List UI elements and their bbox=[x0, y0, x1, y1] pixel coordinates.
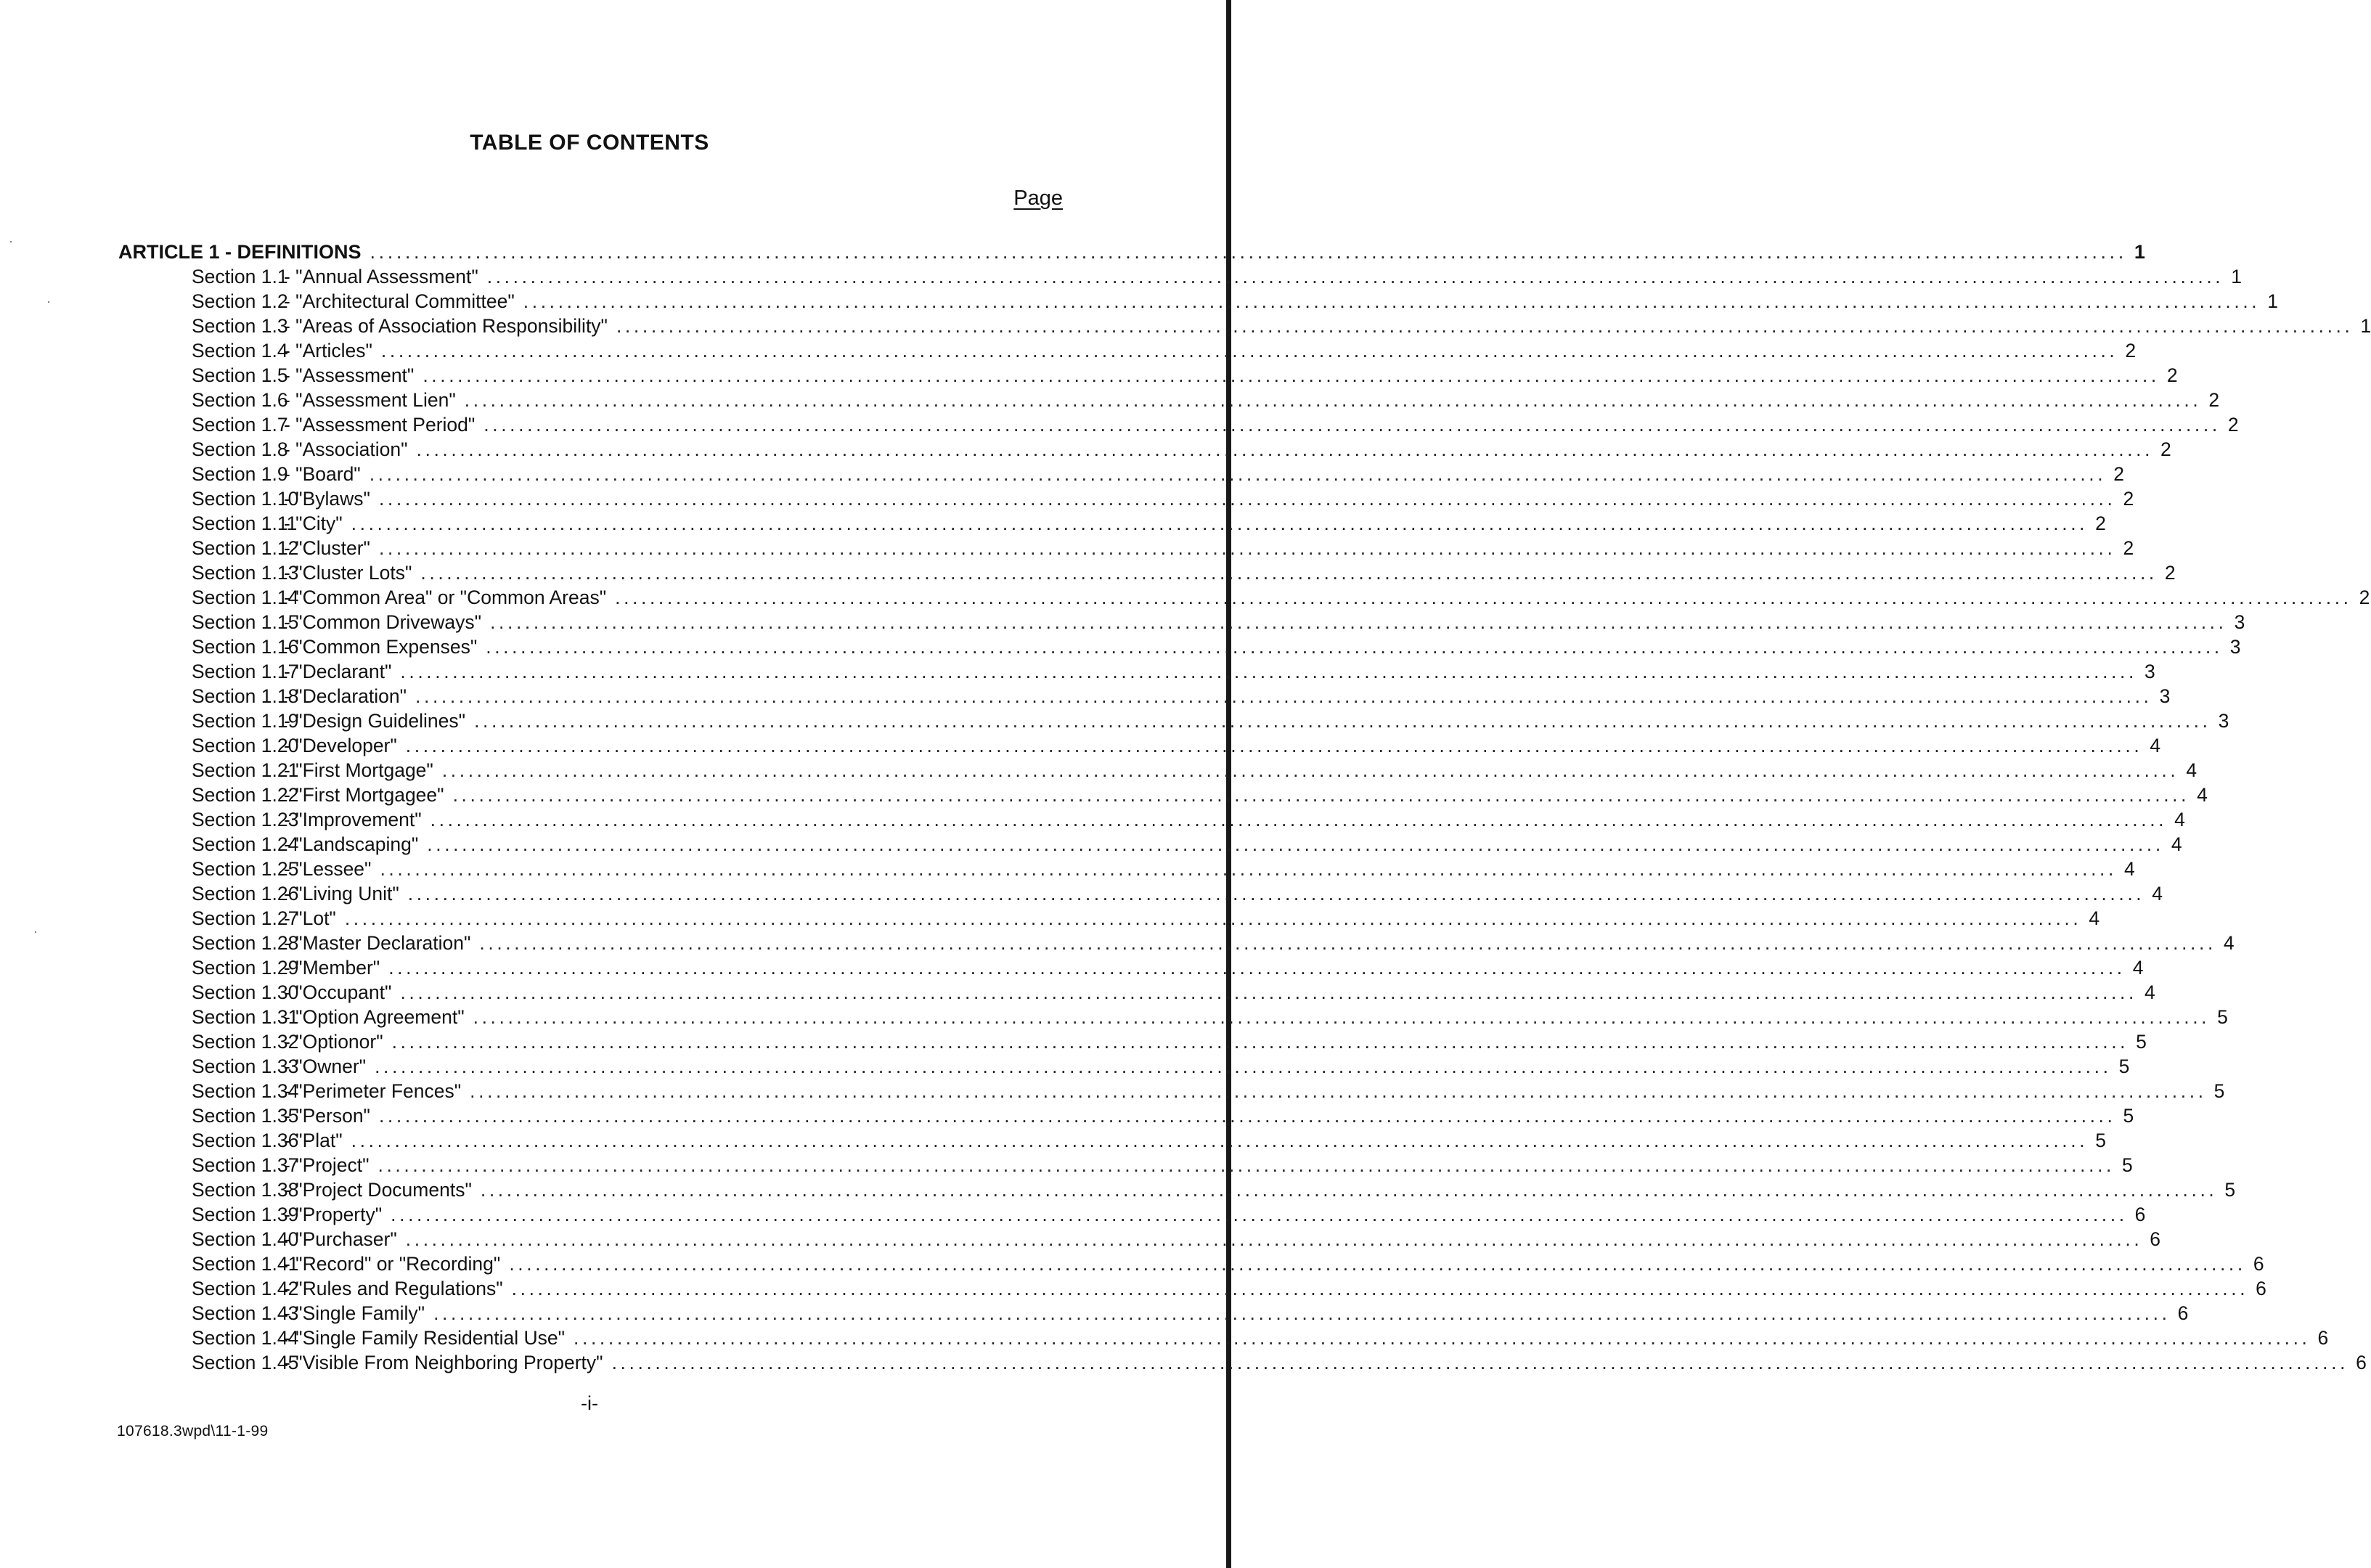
section-title: - "Lessee" bbox=[284, 858, 372, 880]
toc-section-row[interactable] bbox=[118, 955, 2144, 980]
section-page: 4 bbox=[2197, 784, 2208, 806]
section-page: 6 bbox=[2256, 1278, 2266, 1299]
section-page: 1 bbox=[2360, 315, 2371, 337]
dot-leader: ........................................................................................................................................................................................................ bbox=[479, 932, 2216, 954]
section-number: Section 1.13 bbox=[192, 562, 299, 584]
section-label bbox=[192, 881, 399, 906]
section-number: Section 1.18 bbox=[192, 685, 299, 707]
dot-leader: ........................................................................................................................................................................................................ bbox=[433, 1302, 2171, 1324]
toc-section-row[interactable] bbox=[118, 314, 2371, 338]
toc-section-row[interactable] bbox=[118, 560, 2176, 585]
section-page: 4 bbox=[2150, 735, 2161, 756]
toc-section-row[interactable] bbox=[118, 1005, 2228, 1029]
section-page: 3 bbox=[2234, 611, 2245, 633]
section-label bbox=[192, 980, 391, 1005]
toc-section-row[interactable] bbox=[118, 388, 2220, 412]
section-title: - "Areas of Association Responsibility" bbox=[284, 315, 608, 337]
toc-section-row[interactable] bbox=[118, 733, 2161, 758]
section-page: 4 bbox=[2171, 833, 2182, 855]
dot-leader: ........................................................................................................................................................................................................ bbox=[388, 957, 2126, 979]
section-label bbox=[192, 314, 608, 338]
section-number: Section 1.45 bbox=[192, 1352, 299, 1373]
toc-section-row[interactable] bbox=[118, 1227, 2161, 1251]
section-title: - "Project" bbox=[284, 1154, 370, 1176]
section-label bbox=[192, 1202, 382, 1227]
section-page: 4 bbox=[2089, 907, 2100, 929]
toc-section-row[interactable] bbox=[118, 807, 2185, 832]
section-label bbox=[192, 709, 465, 733]
section-number: Section 1.17 bbox=[192, 661, 299, 682]
dot-leader: ........................................................................................................................................................................................................ bbox=[378, 1154, 2115, 1176]
section-number: Section 1.5 bbox=[192, 364, 288, 386]
section-number: Section 1.1 bbox=[192, 266, 288, 287]
toc-section-row[interactable] bbox=[118, 486, 2134, 511]
section-number: Section 1.38 bbox=[192, 1179, 299, 1201]
dot-leader: ........................................................................................................................................................................................................ bbox=[380, 340, 2118, 362]
section-title: - "Perimeter Fences" bbox=[284, 1080, 462, 1102]
section-label bbox=[192, 1005, 465, 1029]
section-title: - "Occupant" bbox=[284, 981, 392, 1003]
dot-leader: ........................................................................................................................................................................................................ bbox=[523, 290, 2261, 312]
section-label bbox=[192, 783, 444, 807]
section-page: 4 bbox=[2174, 809, 2185, 830]
section-label bbox=[192, 1227, 397, 1251]
section-number: Section 1.36 bbox=[192, 1130, 299, 1151]
section-page: 4 bbox=[2223, 932, 2235, 954]
dot-leader: ........................................................................................................................................................................................................ bbox=[615, 587, 2352, 608]
section-label bbox=[192, 1177, 472, 1202]
section-title: - "Landscaping" bbox=[284, 833, 419, 855]
section-number: Section 1.12 bbox=[192, 537, 299, 559]
toc-section-row[interactable] bbox=[118, 634, 2241, 659]
page-title: TABLE OF CONTENTS bbox=[470, 131, 709, 155]
section-page: 2 bbox=[2125, 340, 2137, 362]
section-label bbox=[192, 758, 433, 783]
section-page: 6 bbox=[2134, 1204, 2146, 1225]
dot-leader: ........................................................................................................................................................................................................ bbox=[400, 661, 2137, 682]
dot-leader: ........................................................................................................................................................................................................ bbox=[470, 1080, 2207, 1102]
section-title: - "Owner" bbox=[284, 1055, 367, 1077]
section-label bbox=[192, 363, 414, 388]
toc-section-row[interactable] bbox=[118, 1177, 2236, 1202]
section-label bbox=[192, 536, 370, 560]
dot-leader: ........................................................................................................................................................................................................ bbox=[378, 488, 2116, 510]
toc-section-row[interactable] bbox=[118, 1128, 2106, 1153]
section-number: Section 1.22 bbox=[192, 784, 299, 806]
section-title: - "Cluster Lots" bbox=[284, 562, 412, 584]
toc-section-row[interactable] bbox=[118, 412, 2239, 437]
toc-section-row[interactable] bbox=[118, 709, 2229, 733]
section-title: - "Board" bbox=[284, 463, 361, 485]
toc-section-row[interactable] bbox=[118, 1350, 2367, 1375]
scan-speck bbox=[10, 241, 12, 242]
toc-section-row[interactable] bbox=[118, 338, 2137, 363]
section-title: - "Annual Assessment" bbox=[284, 266, 478, 287]
section-page: 6 bbox=[2356, 1352, 2367, 1373]
dot-leader: ........................................................................................................................................................................................................ bbox=[574, 1327, 2311, 1349]
toc-section-row[interactable] bbox=[118, 1153, 2133, 1177]
toc-section-row[interactable] bbox=[118, 1103, 2134, 1128]
toc-section-row[interactable] bbox=[118, 1251, 2264, 1276]
section-number: Section 1.6 bbox=[192, 389, 288, 411]
section-label bbox=[192, 585, 606, 610]
section-page: 5 bbox=[2095, 1130, 2106, 1151]
dot-leader: ........................................................................................................................................................................................................ bbox=[611, 1352, 2349, 1373]
dot-leader: ........................................................................................................................................................................................................ bbox=[509, 1253, 2246, 1275]
toc-section-row[interactable] bbox=[118, 906, 2100, 931]
section-number: Section 1.26 bbox=[192, 883, 299, 905]
toc-section-row[interactable] bbox=[118, 511, 2106, 536]
section-title: - "Person" bbox=[284, 1105, 370, 1127]
section-title: - "First Mortgage" bbox=[284, 759, 433, 781]
dot-leader: ........................................................................................................................................................................................................ bbox=[427, 833, 2164, 855]
section-page: 2 bbox=[2123, 488, 2134, 510]
section-page: 2 bbox=[2164, 562, 2176, 584]
section-number: Section 1.3 bbox=[192, 315, 288, 337]
section-label bbox=[192, 462, 361, 486]
dot-leader: ........................................................................................................................................................................................................ bbox=[416, 438, 2154, 460]
section-page: 1 bbox=[2267, 290, 2279, 312]
section-number: Section 1.28 bbox=[192, 932, 299, 954]
section-label bbox=[192, 511, 343, 536]
section-number: Section 1.8 bbox=[192, 438, 288, 460]
section-title: - "Lot" bbox=[284, 907, 336, 929]
section-label bbox=[192, 832, 418, 857]
section-title: - "Assessment" bbox=[284, 364, 415, 386]
section-label bbox=[192, 560, 412, 585]
dot-leader: ........................................................................................................................................................................................................ bbox=[405, 735, 2143, 756]
toc-section-row[interactable] bbox=[118, 783, 2208, 807]
section-number: Section 1.24 bbox=[192, 833, 299, 855]
section-label bbox=[192, 486, 370, 511]
section-number: Section 1.11 bbox=[192, 513, 298, 534]
section-number: Section 1.7 bbox=[192, 414, 288, 436]
section-page: 2 bbox=[2359, 587, 2370, 608]
section-number: Section 1.9 bbox=[192, 463, 288, 485]
toc-section-row[interactable] bbox=[118, 264, 2243, 289]
dot-leader: ........................................................................................................................................................................................................ bbox=[400, 981, 2137, 1003]
section-page: 5 bbox=[2122, 1154, 2133, 1176]
dot-leader: ........................................................................................................................................................................................................ bbox=[490, 611, 2227, 633]
toc-section-row[interactable] bbox=[118, 1054, 2130, 1079]
section-title: - "Project Documents" bbox=[284, 1179, 472, 1201]
section-title: - "First Mortgagee" bbox=[284, 784, 444, 806]
article-page: 1 bbox=[2134, 241, 2145, 263]
dot-leader: ........................................................................................................................................................................................................ bbox=[351, 1130, 2089, 1151]
section-label bbox=[192, 733, 397, 758]
dot-leader: ........................................................................................................................................................................................................ bbox=[616, 315, 2354, 337]
section-number: Section 1.15 bbox=[192, 611, 299, 633]
dot-leader: ........................................................................................................................................................................................................ bbox=[480, 1179, 2218, 1201]
section-page: 2 bbox=[2123, 537, 2134, 559]
toc-section-row[interactable] bbox=[118, 881, 2163, 906]
dot-leader: ........................................................................................................................................................................................................ bbox=[473, 1006, 2211, 1028]
dot-leader: ........................................................................................................................................................................................................ bbox=[452, 784, 2190, 806]
dot-leader: ........................................................................................................................................................................................................ bbox=[370, 241, 2127, 263]
dot-leader: ........................................................................................................................................................................................................ bbox=[378, 1105, 2116, 1127]
section-page: 5 bbox=[2217, 1006, 2228, 1028]
section-page: 2 bbox=[2166, 364, 2178, 386]
section-title: - "Articles" bbox=[284, 340, 372, 362]
section-number: Section 1.4 bbox=[192, 340, 288, 362]
toc-section-row[interactable] bbox=[118, 462, 2124, 486]
page-number: -i- bbox=[581, 1392, 598, 1414]
section-page: 1 bbox=[2231, 266, 2243, 287]
section-title: - "Rules and Regulations" bbox=[284, 1278, 503, 1299]
section-title: - "Option Agreement" bbox=[284, 1006, 465, 1028]
section-label bbox=[192, 1276, 503, 1301]
section-page: 3 bbox=[2229, 636, 2241, 658]
section-title: - "Architectural Committee" bbox=[284, 290, 515, 312]
toc-section-row[interactable] bbox=[118, 1301, 2189, 1326]
section-page: 3 bbox=[2144, 661, 2155, 682]
dot-leader: ........................................................................................................................................................................................................ bbox=[344, 907, 2082, 929]
section-page: 4 bbox=[2152, 883, 2163, 905]
section-title: - "Assessment Lien" bbox=[284, 389, 456, 411]
toc-section-row[interactable] bbox=[118, 980, 2155, 1005]
section-title: - "Association" bbox=[284, 438, 408, 460]
dot-leader: ........................................................................................................................................................................................................ bbox=[351, 513, 2089, 534]
toc-section-row[interactable] bbox=[118, 684, 2171, 709]
section-page: 4 bbox=[2186, 759, 2197, 781]
section-title: - "Optionor" bbox=[284, 1031, 383, 1053]
section-number: Section 1.42 bbox=[192, 1278, 299, 1299]
section-page: 4 bbox=[2144, 981, 2155, 1003]
section-number: Section 1.39 bbox=[192, 1204, 299, 1225]
section-label bbox=[192, 931, 470, 955]
section-title: - "Record" or "Recording" bbox=[284, 1253, 501, 1275]
toc-section-row[interactable] bbox=[118, 610, 2245, 634]
section-label bbox=[192, 684, 407, 709]
section-label bbox=[192, 659, 391, 684]
section-title: - "Property" bbox=[284, 1204, 383, 1225]
section-page: 3 bbox=[2218, 710, 2229, 732]
section-label bbox=[192, 1103, 370, 1128]
section-number: Section 1.44 bbox=[192, 1327, 299, 1349]
section-label bbox=[192, 610, 481, 634]
toc-section-row[interactable] bbox=[118, 536, 2134, 560]
section-page: 5 bbox=[2136, 1031, 2147, 1053]
section-page: 6 bbox=[2253, 1253, 2264, 1275]
dot-leader: ........................................................................................................................................................................................................ bbox=[430, 809, 2168, 830]
dot-leader: ........................................................................................................................................................................................................ bbox=[391, 1204, 2128, 1225]
section-label bbox=[192, 906, 336, 931]
section-page: 5 bbox=[2213, 1080, 2225, 1102]
section-number: Section 1.29 bbox=[192, 957, 299, 979]
toc-section-row[interactable] bbox=[118, 437, 2171, 462]
section-page: 2 bbox=[2160, 438, 2171, 460]
dot-leader: ........................................................................................................................................................................................................ bbox=[380, 858, 2117, 880]
section-number: Section 1.35 bbox=[192, 1105, 299, 1127]
dot-leader: ........................................................................................................................................................................................................ bbox=[420, 562, 2158, 584]
section-number: Section 1.43 bbox=[192, 1302, 299, 1324]
section-title: - "Design Guidelines" bbox=[284, 710, 466, 732]
section-title: - "Declarant" bbox=[284, 661, 392, 682]
section-label bbox=[192, 1153, 369, 1177]
section-title: - "Bylaws" bbox=[284, 488, 370, 510]
section-label bbox=[192, 1251, 500, 1276]
scan-speck bbox=[48, 301, 49, 303]
toc-section-row[interactable] bbox=[118, 832, 2182, 857]
section-title: - "Developer" bbox=[284, 735, 397, 756]
toc-section-row[interactable] bbox=[118, 1029, 2147, 1054]
section-number: Section 1.30 bbox=[192, 981, 299, 1003]
section-number: Section 1.32 bbox=[192, 1031, 299, 1053]
scan-speck bbox=[35, 931, 36, 933]
dot-leader: ........................................................................................................................................................................................................ bbox=[407, 883, 2145, 905]
section-label bbox=[192, 338, 372, 363]
dot-leader: ........................................................................................................................................................................................................ bbox=[441, 759, 2179, 781]
section-label bbox=[192, 1029, 383, 1054]
section-title: - "Purchaser" bbox=[284, 1228, 397, 1250]
section-page: 6 bbox=[2177, 1302, 2189, 1324]
section-number: Section 1.34 bbox=[192, 1080, 299, 1102]
section-page: 2 bbox=[2095, 513, 2106, 534]
section-page: 4 bbox=[2123, 858, 2135, 880]
section-number: Section 1.10 bbox=[192, 488, 299, 510]
section-page: 2 bbox=[2113, 463, 2124, 485]
section-page: 2 bbox=[2208, 389, 2220, 411]
section-title: - "Living Unit" bbox=[284, 883, 399, 905]
toc-section-row[interactable] bbox=[118, 363, 2178, 388]
dot-leader: ........................................................................................................................................................................................................ bbox=[423, 364, 2160, 386]
dot-leader: ........................................................................................................................................................................................................ bbox=[486, 266, 2224, 287]
section-label bbox=[192, 1301, 425, 1326]
section-label bbox=[192, 955, 380, 980]
dot-leader: ........................................................................................................................................................................................................ bbox=[405, 1228, 2143, 1250]
dot-leader: ........................................................................................................................................................................................................ bbox=[483, 414, 2221, 436]
section-label bbox=[192, 857, 371, 881]
section-label bbox=[192, 289, 515, 314]
dot-leader: ........................................................................................................................................................................................................ bbox=[375, 1055, 2112, 1077]
dot-leader: ........................................................................................................................................................................................................ bbox=[486, 636, 2223, 658]
section-number: Section 1.31 bbox=[192, 1006, 299, 1028]
section-label bbox=[192, 1326, 565, 1350]
toc-section-row[interactable] bbox=[118, 1079, 2225, 1103]
section-label bbox=[192, 807, 422, 832]
section-number: Section 1.2 bbox=[192, 290, 288, 312]
section-number: Section 1.19 bbox=[192, 710, 299, 732]
section-number: Section 1.33 bbox=[192, 1055, 299, 1077]
toc-section-row[interactable] bbox=[118, 1202, 2146, 1227]
section-page: 6 bbox=[2150, 1228, 2161, 1250]
toc-section-row[interactable] bbox=[118, 931, 2235, 955]
section-label bbox=[192, 437, 408, 462]
dot-leader: ........................................................................................................................................................................................................ bbox=[511, 1278, 2249, 1299]
section-label bbox=[192, 1054, 366, 1079]
section-page: 4 bbox=[2132, 957, 2144, 979]
section-title: - "Common Expenses" bbox=[284, 636, 478, 658]
dot-leader: ........................................................................................................................................................................................................ bbox=[369, 463, 2107, 485]
toc-article-row[interactable] bbox=[118, 240, 2145, 264]
article-label: ARTICLE 1 - DEFINITIONS bbox=[118, 241, 362, 263]
section-title: - "Common Area" or "Common Areas" bbox=[284, 587, 607, 608]
section-title: - "Single Family" bbox=[284, 1302, 425, 1324]
toc-section-row[interactable] bbox=[118, 1326, 2329, 1350]
toc-section-row[interactable] bbox=[118, 289, 2279, 314]
section-page: 2 bbox=[2227, 414, 2239, 436]
section-label bbox=[192, 1350, 603, 1375]
section-number: Section 1.20 bbox=[192, 735, 299, 756]
document-reference: 107618.3wpd\11-1-99 bbox=[117, 1423, 269, 1440]
section-number: Section 1.16 bbox=[192, 636, 299, 658]
section-title: - "Plat" bbox=[284, 1130, 343, 1151]
toc-section-row[interactable] bbox=[118, 758, 2197, 783]
section-label bbox=[192, 634, 477, 659]
section-label bbox=[192, 1128, 343, 1153]
section-title: - "Assessment Period" bbox=[284, 414, 476, 436]
toc-section-row[interactable] bbox=[118, 585, 2370, 610]
dot-leader: ........................................................................................................................................................................................................ bbox=[378, 537, 2116, 559]
section-page: 5 bbox=[2118, 1055, 2130, 1077]
section-title: - "City" bbox=[284, 513, 343, 534]
section-number: Section 1.14 bbox=[192, 587, 299, 608]
toc-section-row[interactable] bbox=[118, 857, 2135, 881]
section-title: - "Master Declaration" bbox=[284, 932, 471, 954]
section-label bbox=[192, 388, 456, 412]
section-label bbox=[192, 412, 475, 437]
section-page: 6 bbox=[2317, 1327, 2329, 1349]
section-title: - "Improvement" bbox=[284, 809, 422, 830]
section-title: - "Visible From Neighboring Property" bbox=[284, 1352, 603, 1373]
dot-leader: ........................................................................................................................................................................................................ bbox=[415, 685, 2152, 707]
section-title: - "Single Family Residential Use" bbox=[284, 1327, 566, 1349]
section-page: 5 bbox=[2123, 1105, 2134, 1127]
dot-leader: ........................................................................................................................................................................................................ bbox=[474, 710, 2211, 732]
section-page: 5 bbox=[2224, 1179, 2236, 1201]
section-title: - "Common Driveways" bbox=[284, 611, 482, 633]
section-page: 3 bbox=[2159, 685, 2171, 707]
section-number: Section 1.27 bbox=[192, 907, 299, 929]
section-number: Section 1.21 bbox=[192, 759, 299, 781]
page-column-header: Page bbox=[1013, 187, 1063, 210]
section-number: Section 1.40 bbox=[192, 1228, 299, 1250]
section-number: Section 1.37 bbox=[192, 1154, 299, 1176]
table-of-contents bbox=[118, 240, 2371, 1375]
section-number: Section 1.25 bbox=[192, 858, 299, 880]
section-title: - "Member" bbox=[284, 957, 380, 979]
dot-leader: ........................................................................................................................................................................................................ bbox=[391, 1031, 2129, 1053]
section-title: - "Cluster" bbox=[284, 537, 370, 559]
section-label bbox=[192, 264, 478, 289]
toc-section-row[interactable] bbox=[118, 1276, 2266, 1301]
toc-section-row[interactable] bbox=[118, 659, 2155, 684]
section-label bbox=[192, 1079, 461, 1103]
section-number: Section 1.41 bbox=[192, 1253, 299, 1275]
dot-leader: ........................................................................................................................................................................................................ bbox=[464, 389, 2202, 411]
section-title: - "Declaration" bbox=[284, 685, 407, 707]
section-number: Section 1.23 bbox=[192, 809, 299, 830]
